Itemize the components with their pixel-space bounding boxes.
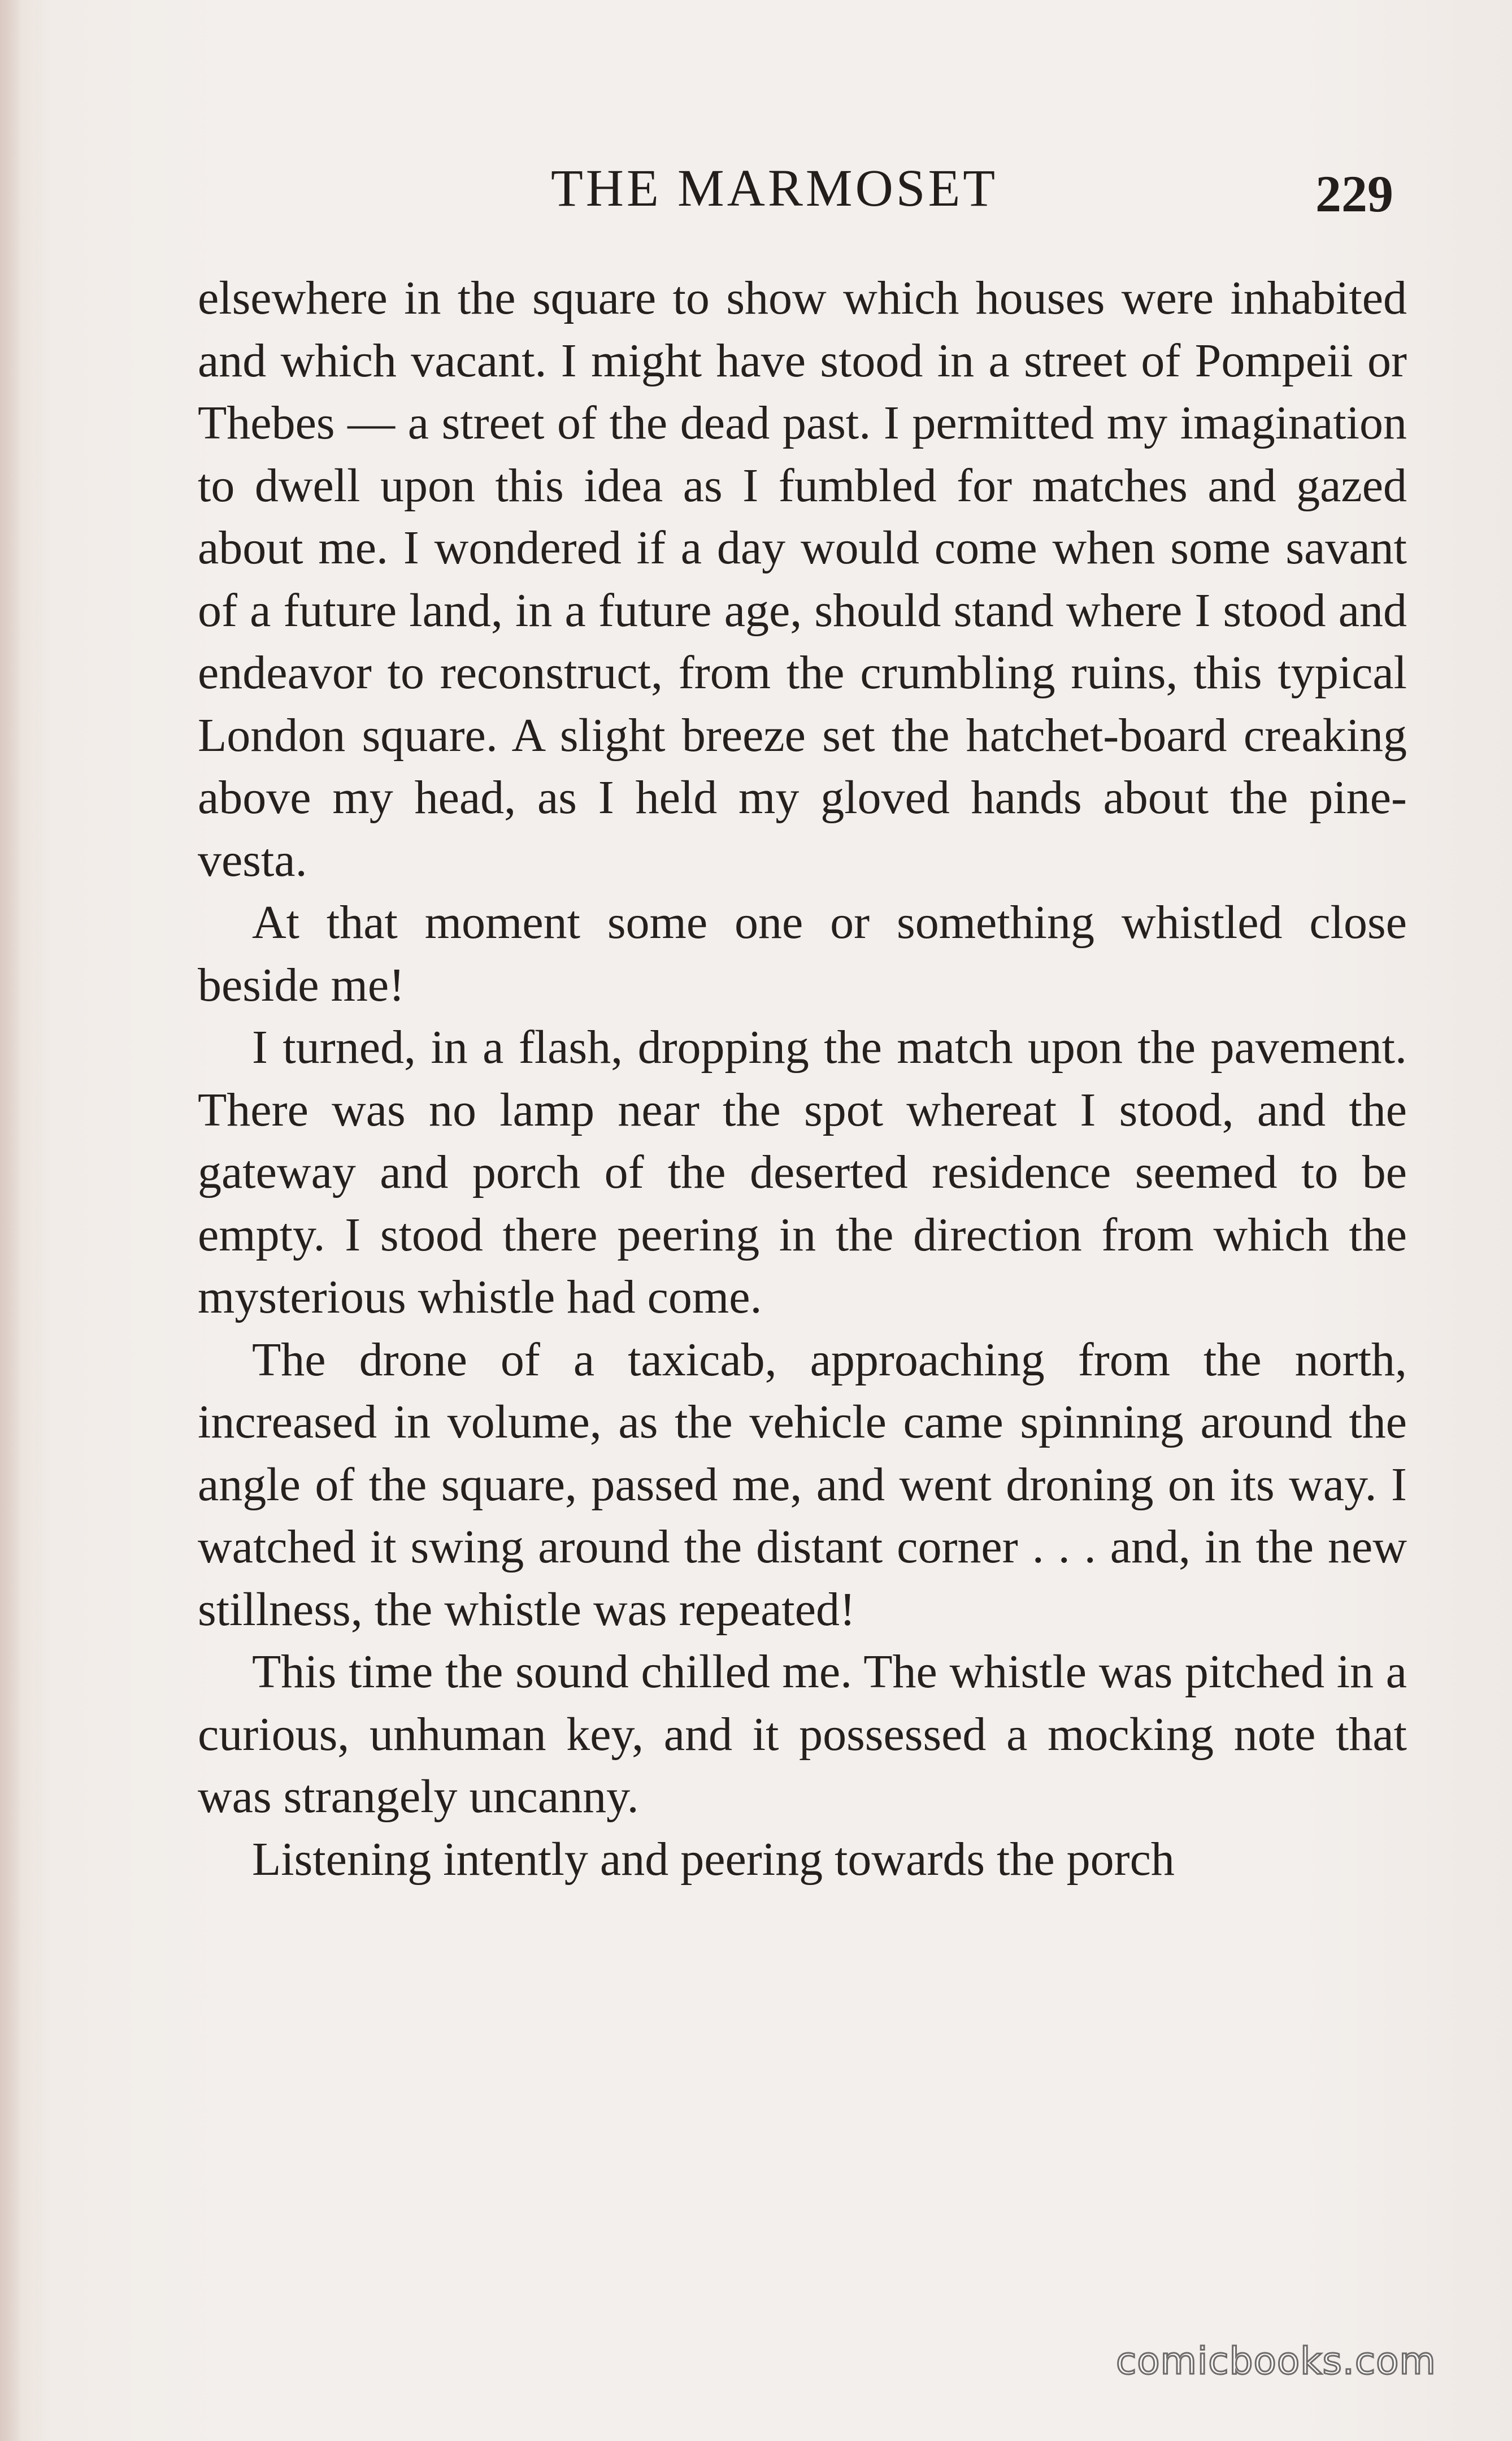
page-number: 229 <box>1315 165 1393 223</box>
paragraph: I turned, in a flash, dropping the match upon the pavement. There was no lamp near the spot whereat I stood, and the gateway and porch of the deserted residence seemed to be empty. I stood there peering in the direction from which the mysterious whistle had come. <box>198 1021 1407 1323</box>
paragraph-last: Listening intently and peering towards the porch <box>252 1832 1175 1886</box>
watermark: comicbooks.com <box>1116 2339 1436 2383</box>
body-text <box>198 267 1407 1891</box>
paragraph: This time the sound chilled me. The whistle was pitched in a curious, unhuman key, and it possessed a mocking note that was strangely uncanny. <box>198 1645 1407 1823</box>
running-title: THE MARMOSET <box>551 159 998 218</box>
paragraph-continued: elsewhere in the square to show which houses were inhabited and which vacant. I might have stood in a street of Pompeii or Thebes — a street of the dead past. I permitted my imagination to dwell upon this idea as I fumbled for matches and gazed about me. I wondered if a day would come when some savant of a future land, in a future age, should stand where I stood and endeavor to reconstruct, from the crumbling ruins, this typical London square. A slight breeze set the hatchet-board creaking above my head, as I held my gloved hands about the pine-vesta. <box>198 272 1407 887</box>
paragraph: At that moment some one or something whistled close beside me! <box>198 896 1407 1011</box>
paragraph: The drone of a taxicab, approaching from the north, increased in volume, as the vehicle came spinning around the angle of the square, passed me, and went droning on its way. I watched it swing around the distant corner . . . and, in the new stillness, the whistle was repeated! <box>198 1333 1407 1636</box>
